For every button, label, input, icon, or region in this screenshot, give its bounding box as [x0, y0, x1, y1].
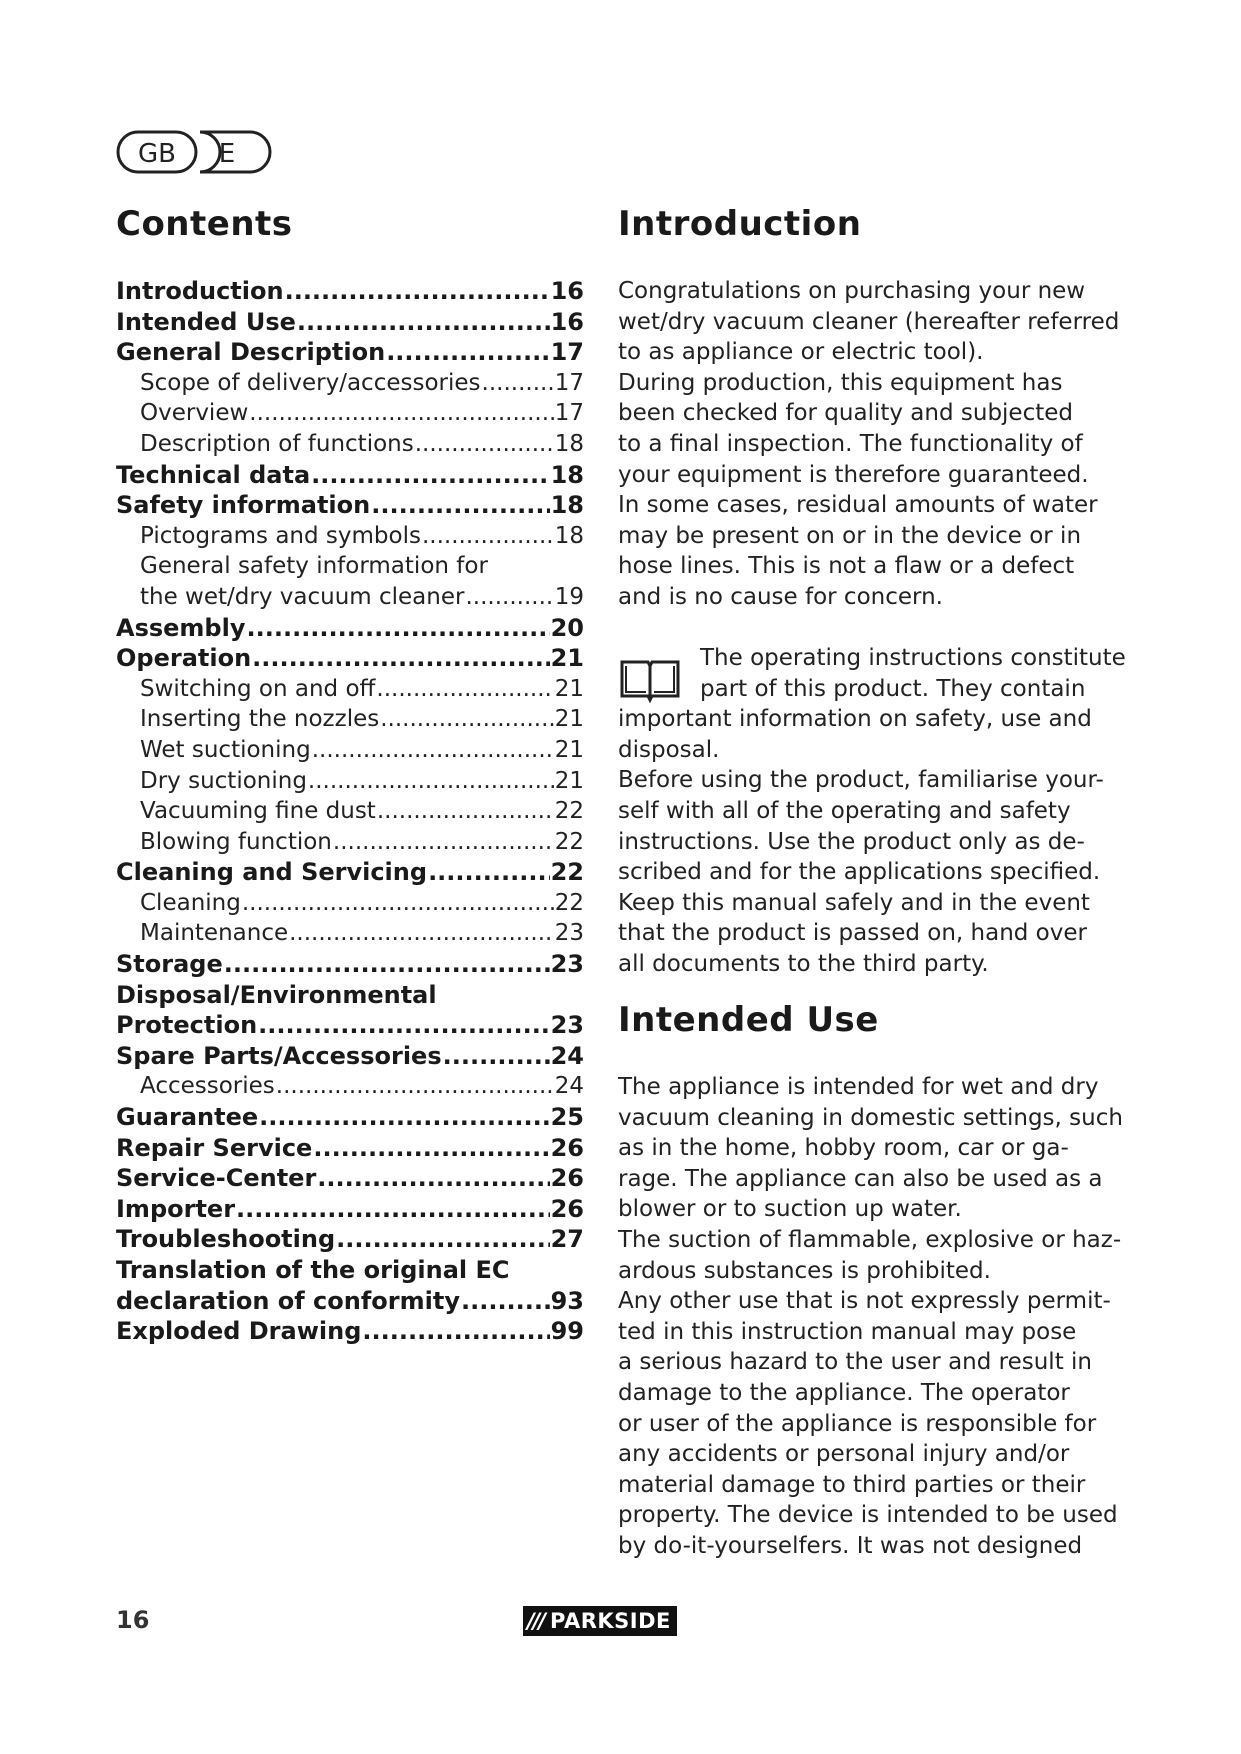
- text-line: to as appliance or electric tool).: [618, 339, 984, 366]
- text-line: During production, this equipment has: [618, 369, 1063, 396]
- text-line: and is no cause for concern.: [618, 583, 943, 610]
- toc-entry: [116, 307, 584, 338]
- toc-leader-dots: [376, 674, 553, 705]
- toc-entry-label: Inserting the nozzles: [140, 706, 380, 733]
- country-code-e: E: [218, 139, 236, 169]
- toc-entry-page: 93: [550, 1286, 584, 1315]
- country-badge-gb: [118, 132, 196, 172]
- text-line: all documents to the third party.: [618, 950, 989, 977]
- toc-leader-dots: [289, 918, 554, 949]
- toc-entry: [116, 1102, 584, 1133]
- toc-leader-dots: [259, 1102, 549, 1133]
- toc-entry-label: Vacuuming fine dust: [140, 798, 376, 825]
- toc-entry-label: Blowing function: [140, 828, 332, 855]
- toc-entry: [116, 429, 584, 460]
- toc-leader-dots: [336, 1224, 549, 1255]
- toc-entry: [116, 490, 584, 521]
- toc-entry-page: 22: [554, 889, 584, 916]
- text-line: rage. The appliance can also be used as a: [618, 1165, 1103, 1192]
- toc-entry: [116, 1041, 584, 1072]
- toc-entry-label: Dry suctioning: [140, 767, 307, 794]
- toc-entry: [116, 1071, 584, 1102]
- country-badges: [116, 128, 276, 176]
- text-line: as in the home, hobby room, car or ga-: [618, 1135, 1069, 1162]
- toc-entry: [116, 674, 584, 705]
- toc-entry-label: Translation of the original EC: [116, 1256, 510, 1284]
- toc-entry: [116, 1133, 584, 1164]
- toc-entry-page: 22: [554, 798, 584, 825]
- toc-entry-label: Scope of delivery/accessories: [140, 369, 481, 396]
- toc-entry-label: Assembly: [116, 613, 246, 642]
- toc-leader-dots: [246, 613, 549, 644]
- intended-use-heading: Intended Use: [618, 1000, 879, 1040]
- toc-entry-label: Wet suctioning: [140, 736, 311, 763]
- toc-entry: [116, 857, 584, 888]
- toc-entry-label: Repair Service: [116, 1133, 313, 1162]
- toc-entry-page: 22: [550, 858, 584, 887]
- toc-entry-page: 23: [554, 920, 584, 947]
- introduction-heading: Introduction: [618, 204, 862, 244]
- toc-leader-dots: [461, 1286, 550, 1317]
- toc-leader-dots: [252, 643, 549, 674]
- introduction-paragraph: [618, 276, 1120, 613]
- text-line: Before using the product, familiarise your-: [618, 767, 1104, 794]
- text-line: The appliance is intended for wet and dry: [618, 1074, 1099, 1100]
- toc-entry: [116, 1163, 584, 1194]
- toc-leader-dots: [224, 949, 550, 980]
- text-line: instructions. Use the product only as de-: [618, 828, 1085, 855]
- toc-leader-dots: [297, 307, 550, 338]
- toc-entry-label: Spare Parts/Accessories: [116, 1041, 442, 1070]
- toc-entry: [116, 1286, 584, 1317]
- text-line: Keep this manual safely and in the event: [618, 889, 1090, 916]
- text-line: ardous substances is prohibited.: [618, 1257, 991, 1284]
- logo-slashes: ///: [527, 1609, 545, 1633]
- toc-entry-label: General safety information for: [140, 553, 488, 580]
- toc-entry-label: the wet/dry vacuum cleaner: [140, 583, 465, 610]
- toc-entry: [116, 796, 584, 827]
- toc-entry: [116, 918, 584, 949]
- toc-entry: [116, 888, 584, 919]
- toc-entry-page: 17: [554, 369, 584, 396]
- toc-leader-dots: [276, 1071, 554, 1102]
- text-line: by do-it-yourselfers. It was not designed: [618, 1532, 1083, 1559]
- toc-leader-dots: [308, 766, 554, 797]
- toc-leader-dots: [311, 460, 549, 491]
- toc-entry-label: Technical data: [116, 460, 311, 489]
- toc-entry-page: 20: [550, 613, 584, 642]
- toc-leader-dots: [415, 429, 554, 460]
- toc-entry: [116, 827, 584, 858]
- toc-leader-dots: [258, 1010, 549, 1041]
- contents-heading: Contents: [116, 204, 293, 244]
- toc-entry-page: 17: [550, 338, 584, 367]
- toc-entry-page: 24: [554, 1073, 584, 1100]
- text-line: damage to the appliance. The operator: [618, 1379, 1070, 1406]
- text-line: part of this product. They contain: [700, 675, 1086, 702]
- parkside-logo: [523, 1606, 677, 1636]
- text-line: material damage to third parties or their: [618, 1471, 1086, 1498]
- toc-entry-page: 18: [554, 430, 584, 457]
- toc-entry: [116, 949, 584, 980]
- text-line: The operating instructions constitute: [700, 645, 1126, 671]
- toc-entry-page: 21: [554, 767, 584, 794]
- page-number: 16: [116, 1606, 150, 1634]
- toc-entry-page: 18: [550, 491, 584, 520]
- toc-entry-page: 27: [550, 1225, 584, 1254]
- text-line: self with all of the operating and safety: [618, 797, 1071, 824]
- toc-entry-label: Description of functions: [140, 430, 414, 457]
- toc-leader-dots: [422, 521, 554, 552]
- toc-entry-page: 26: [550, 1133, 584, 1162]
- text-line: blower or to suction up water.: [618, 1196, 962, 1223]
- toc-entry-page: 26: [550, 1194, 584, 1223]
- toc-entry-label: Accessories: [140, 1073, 275, 1100]
- toc-entry-label: declaration of conformity: [116, 1286, 460, 1315]
- toc-leader-dots: [313, 1133, 549, 1164]
- toc-entry-page: 24: [550, 1041, 584, 1070]
- toc-leader-dots: [285, 276, 550, 307]
- toc-entry-page: 22: [554, 828, 584, 855]
- text-line: property. The device is intended to be used: [618, 1502, 1118, 1529]
- toc-entry-label: Cleaning and Servicing: [116, 858, 428, 887]
- text-line: that the product is passed on, hand over: [618, 920, 1087, 947]
- toc-entry: [116, 704, 584, 735]
- toc-entry-page: 26: [550, 1164, 584, 1193]
- toc-leader-dots: [482, 368, 554, 399]
- toc-entry-label: Cleaning: [140, 889, 241, 916]
- toc-leader-dots: [465, 582, 553, 613]
- text-line: a serious hazard to the user and result in: [618, 1349, 1092, 1376]
- toc-entry: [116, 460, 584, 491]
- toc-entry: [116, 1194, 584, 1225]
- text-line: Congratulations on purchasing your new: [618, 278, 1086, 304]
- text-line: scribed and for the applications specified.: [618, 859, 1101, 886]
- text-line: ted in this instruction manual may pose: [618, 1318, 1077, 1345]
- text-line: important information on safety, use and: [618, 706, 1092, 733]
- toc-entry-label: Storage: [116, 950, 223, 979]
- text-line: been checked for quality and subjected: [618, 400, 1073, 427]
- toc-entry-label: Operation: [116, 644, 252, 673]
- toc-entry-page: 21: [554, 675, 584, 702]
- toc-entry-label: Protection: [116, 1011, 258, 1040]
- toc-leader-dots: [362, 1316, 549, 1347]
- country-badge-e: [200, 132, 270, 172]
- text-line: any accidents or personal injury and/or: [618, 1441, 1070, 1468]
- toc-entry-page: 23: [550, 1011, 584, 1040]
- toc-entry-label: Disposal/Environmental: [116, 980, 437, 1009]
- operating-instructions-note: [618, 643, 1126, 980]
- text-line: disposal.: [618, 736, 720, 763]
- toc-entry-page: 17: [554, 400, 584, 427]
- toc-leader-dots: [317, 1163, 549, 1194]
- toc-entry: [116, 735, 584, 766]
- toc-entry: [116, 368, 584, 399]
- toc-leader-dots: [333, 827, 554, 858]
- toc-entry-label: Intended Use: [116, 307, 296, 336]
- text-line: Any other use that is not expressly permit-: [618, 1288, 1111, 1315]
- toc-entry: [116, 1316, 584, 1347]
- toc-leader-dots: [249, 398, 553, 429]
- toc-entry-label: Overview: [140, 400, 249, 427]
- toc-entry: [116, 398, 584, 429]
- toc-entry: [116, 613, 584, 644]
- toc-entry: [116, 766, 584, 797]
- toc-entry-label: General Description: [116, 338, 386, 367]
- toc-entry: [116, 551, 584, 582]
- toc-entry: [116, 582, 584, 613]
- toc-entry-page: 21: [550, 644, 584, 673]
- toc-entry: [116, 337, 584, 368]
- toc-leader-dots: [386, 337, 549, 368]
- toc-entry-label: Introduction: [116, 277, 284, 305]
- toc-entry-page: 19: [554, 583, 584, 610]
- toc-leader-dots: [236, 1194, 550, 1225]
- text-line: The suction of flammable, explosive or haz-: [618, 1226, 1122, 1253]
- toc-entry-label: Service-Center: [116, 1164, 317, 1193]
- toc-leader-dots: [428, 857, 550, 888]
- toc-entry-label: Exploded Drawing: [116, 1317, 362, 1346]
- toc-entry-label: Pictograms and symbols: [140, 522, 421, 549]
- toc-entry-page: 18: [554, 522, 584, 549]
- toc-entry-label: Guarantee: [116, 1103, 259, 1132]
- table-of-contents: [116, 276, 584, 1347]
- text-line: vacuum cleaning in domestic settings, such: [618, 1104, 1123, 1131]
- intended-use-paragraph: [618, 1072, 1123, 1562]
- toc-entry: [116, 1224, 584, 1255]
- text-line: to a final inspection. The functionality of: [618, 430, 1083, 457]
- toc-entry-page: 16: [550, 307, 584, 336]
- toc-entry-label: Switching on and off: [140, 675, 376, 702]
- text-line: or user of the appliance is responsible for: [618, 1410, 1097, 1437]
- text-line: wet/dry vacuum cleaner (hereafter referred: [618, 308, 1120, 335]
- toc-leader-dots: [371, 490, 549, 521]
- toc-entry-page: 25: [550, 1103, 584, 1132]
- toc-entry-label: Troubleshooting: [116, 1225, 336, 1254]
- toc-entry: [116, 521, 584, 552]
- toc-leader-dots: [380, 704, 553, 735]
- country-code-gb: GB: [138, 139, 176, 169]
- toc-leader-dots: [242, 888, 554, 919]
- toc-entry: [116, 1010, 584, 1041]
- toc-entry-page: 18: [550, 460, 584, 489]
- toc-leader-dots: [377, 796, 554, 827]
- toc-entry: [116, 276, 584, 307]
- toc-entry: [116, 980, 584, 1011]
- text-line: In some cases, residual amounts of water: [618, 492, 1098, 519]
- toc-entry-label: Safety information: [116, 491, 371, 520]
- text-line: hose lines. This is not a flaw or a defect: [618, 553, 1075, 580]
- text-line: your equipment is therefore guaranteed.: [618, 461, 1089, 488]
- toc-entry-page: 21: [554, 736, 584, 763]
- toc-entry-page: 21: [554, 706, 584, 733]
- toc-leader-dots: [443, 1041, 550, 1072]
- toc-entry-page: 99: [550, 1317, 584, 1346]
- logo-brand: PARKSIDE: [550, 1609, 671, 1633]
- toc-entry-page: 16: [550, 277, 584, 305]
- toc-entry: [116, 1255, 584, 1286]
- toc-entry-page: 23: [550, 950, 584, 979]
- toc-entry: [116, 643, 584, 674]
- text-line: may be present on or in the device or in: [618, 522, 1082, 549]
- toc-leader-dots: [312, 735, 554, 766]
- toc-entry-label: Importer: [116, 1194, 236, 1223]
- toc-entry-label: Maintenance: [140, 920, 289, 947]
